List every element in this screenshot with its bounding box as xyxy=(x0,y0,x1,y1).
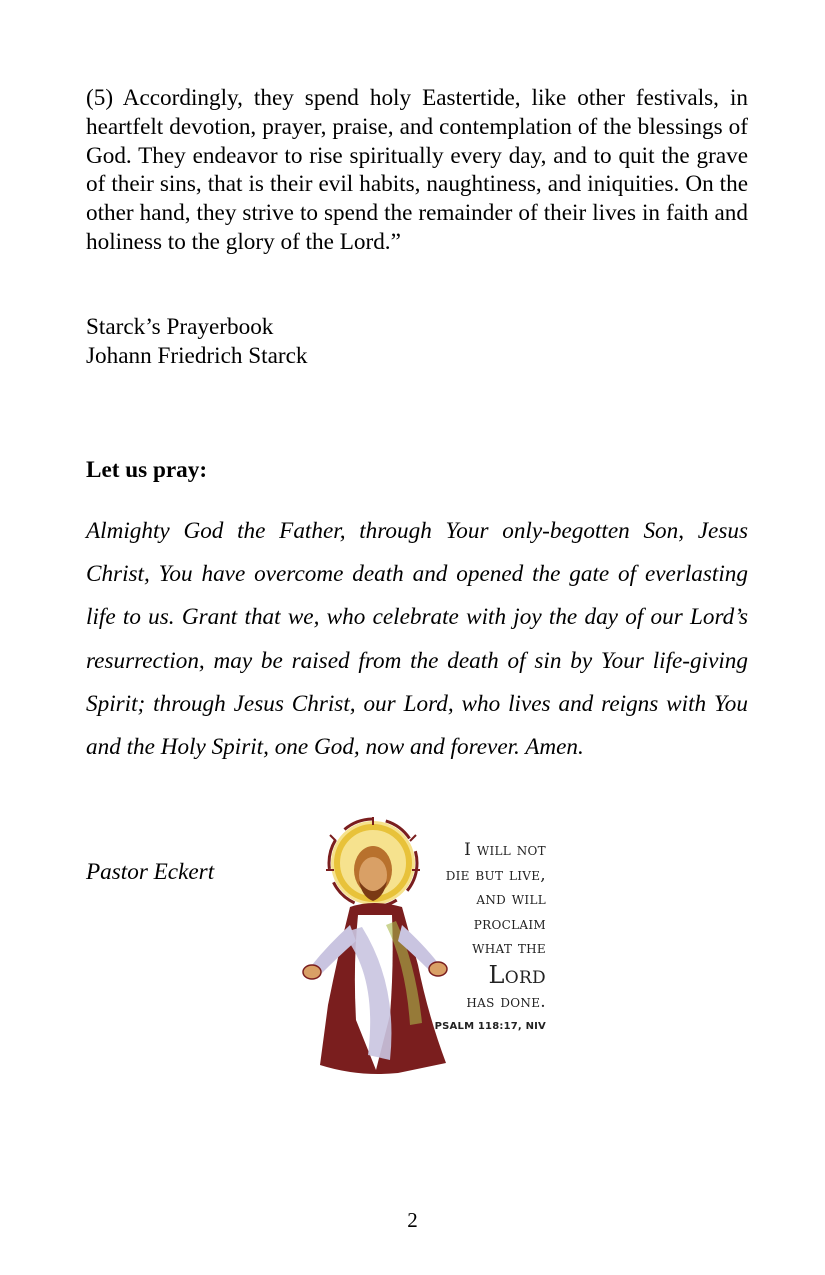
page-number: 2 xyxy=(407,1208,418,1232)
verse-line-7: has done. xyxy=(466,991,546,1012)
verse-caption xyxy=(394,838,546,1034)
source-citation xyxy=(86,313,748,371)
verse-line-1: I will not xyxy=(464,840,546,860)
signature: Pastor Eckert xyxy=(86,859,215,885)
verse-line-5: what the xyxy=(472,938,546,958)
body-paragraph: (5) Accordingly, they spend holy Eastertide, like other festivals, in heartfelt devotion, prayer, praise, and contemplation of the blessings of God. They endeavor to rise spiritually every day, and to quit the grave of their sins, that is their evil habits, naughtiness, and iniquities. On the other hand, they strive to spend the remainder of their lives in faith and holiness to the glory of the Lord.” xyxy=(86,85,748,255)
verse-line-2: die but live, xyxy=(445,864,546,885)
verse-line-3: and will xyxy=(476,889,546,909)
source-title: Starck’s Prayerbook xyxy=(86,314,274,340)
verse-reference: PSALM 118:17, NIV xyxy=(434,1021,546,1032)
prayer-heading: Let us pray: xyxy=(86,457,208,483)
source-author: Johann Friedrich Starck xyxy=(86,342,308,369)
verse-line-4: proclaim xyxy=(473,913,546,934)
prayer-text: Almighty God the Father, through Your only-begotten Son, Jesus Christ, You have overcome death and opened the gate of everlasting life to us. Grant that we, who celebrate with joy the day of our Lord’s resurrection, may be raised from the death of sin by Your life-giving Spirit; through Jesus Christ, our Lord, who lives and reigns with You and the Holy Spirit, one God, now and forever. Amen. xyxy=(86,518,748,761)
verse-line-6: Lord xyxy=(488,960,546,989)
